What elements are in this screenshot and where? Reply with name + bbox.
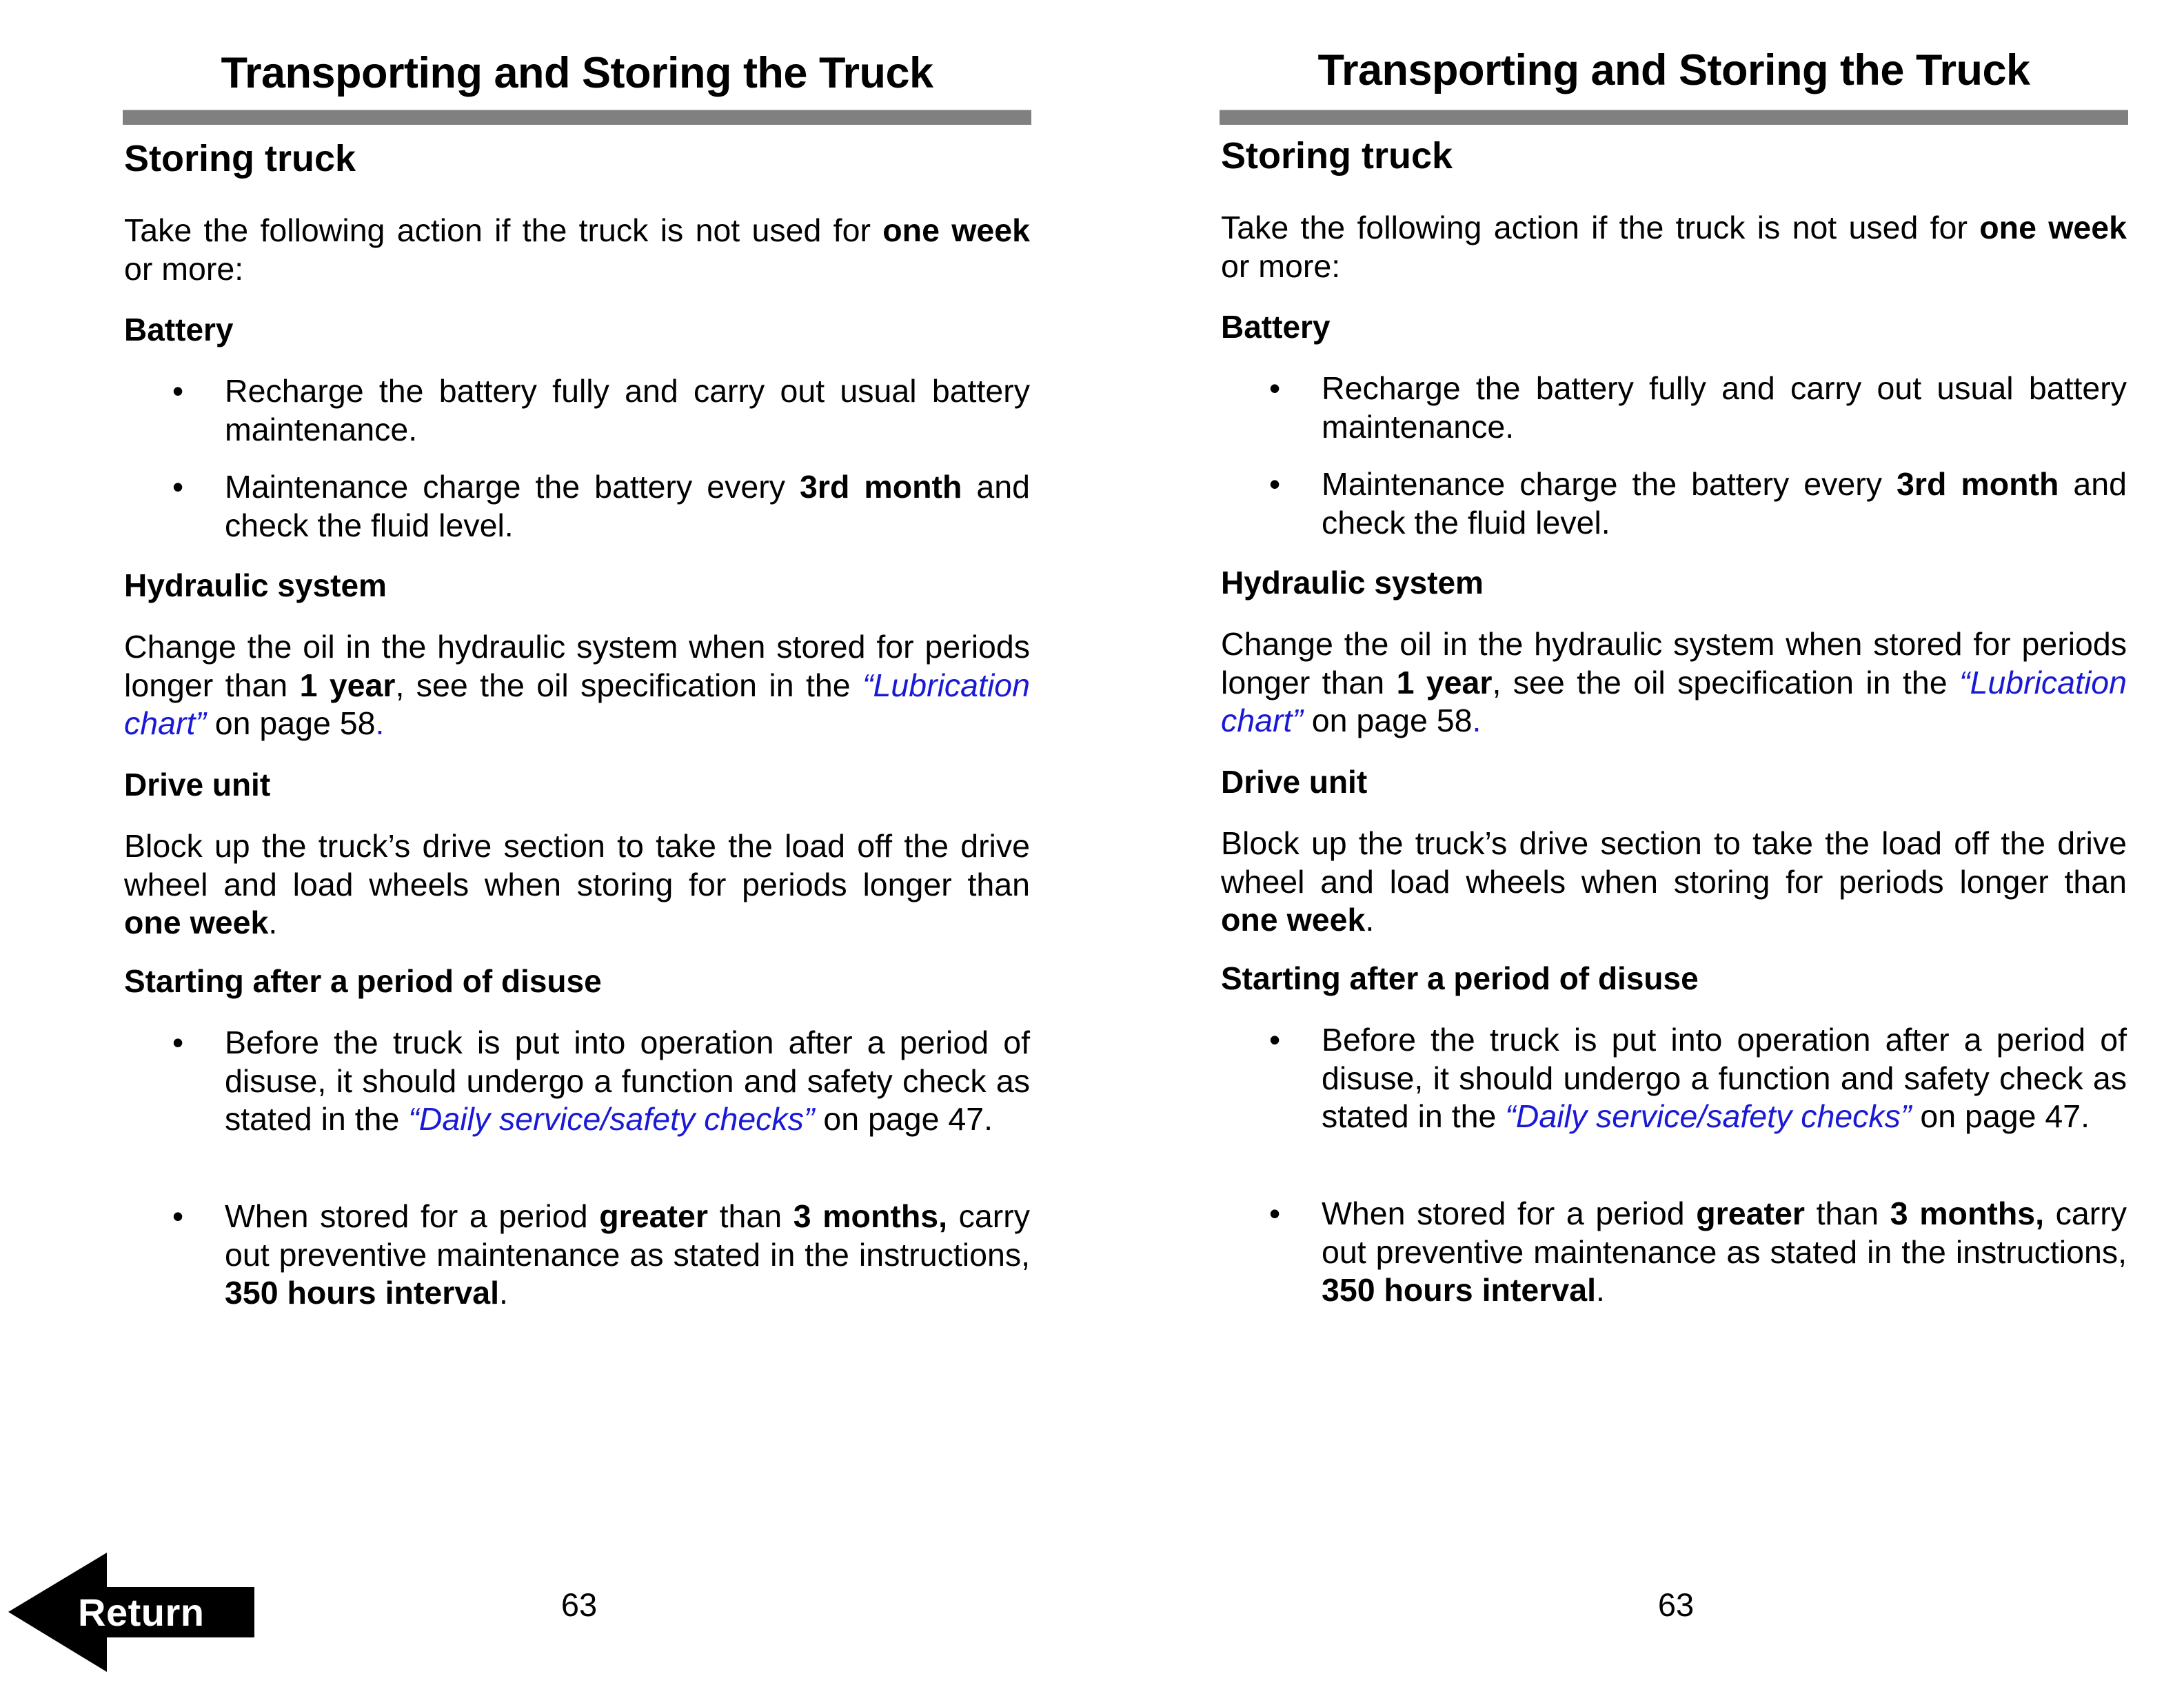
hydraulic-heading: Hydraulic system xyxy=(124,567,387,603)
hydraulic-paragraph: Change the oil in the hydraulic system when stored for periods longer than 1 year, see the oil specification in the “Lubrication chart” on page 58. xyxy=(1221,626,2127,739)
page-number: 63 xyxy=(560,1586,598,1623)
bullet-text: When stored for a period greater than 3 months, carry out preventive maintenance as stated in the instructions, 350 hours interval. xyxy=(225,1198,1031,1311)
hydraulic-paragraph: Change the oil in the hydraulic system when stored for periods longer than 1 year, see the oil specification in the “Lubrication chart” on page 58. xyxy=(124,629,1030,742)
disuse-heading: Starting after a period of disuse xyxy=(124,963,602,999)
bullet-icon: • xyxy=(172,1025,184,1060)
daily-checks-link[interactable]: “Daily service/safety checks” xyxy=(1505,1098,1912,1135)
bullet-text: When stored for a period greater than 3 months, carry out preventive maintenance as stated in the instructions, 350 hours interval. xyxy=(1322,1195,2127,1309)
bullet-icon: • xyxy=(172,469,184,505)
title-rule xyxy=(1220,110,2128,125)
drive-unit-paragraph: Block up the truck’s drive section to take the load off the drive wheel and load wheels when storing for periods longer than one week. xyxy=(124,828,1030,941)
battery-heading: Battery xyxy=(124,312,234,347)
daily-checks-link[interactable]: “Daily service/safety checks” xyxy=(408,1101,815,1138)
bullet-text: Recharge the battery fully and carry out usual battery maintenance. xyxy=(1322,370,2127,445)
drive-unit-paragraph: Block up the truck’s drive section to take the load off the drive wheel and load wheels when storing for periods longer than one week. xyxy=(1221,825,2127,938)
bullet-text: Recharge the battery fully and carry out usual battery maintenance. xyxy=(225,373,1030,447)
title-rule xyxy=(123,110,1031,125)
bullet-text: Before the truck is put into operation after a period of disuse, it should undergo a function and safety check as stated in the “Daily service/safety checks” on page 47. xyxy=(225,1025,1030,1138)
disuse-heading: Starting after a period of disuse xyxy=(1221,960,1699,996)
page-left xyxy=(123,0,1046,1685)
page-right xyxy=(1220,0,2143,1682)
drive-unit-heading: Drive unit xyxy=(124,767,271,803)
intro-paragraph: Take the following action if the truck is not used for one week or more: xyxy=(1221,210,2127,284)
bullet-text: Before the truck is put into operation after a period of disuse, it should undergo a function and safety check as stated in the “Daily service/safety checks” on page 47. xyxy=(1322,1022,2127,1135)
bullet-icon: • xyxy=(1269,1022,1281,1058)
page-number: 63 xyxy=(1657,1586,1695,1623)
page-title: Transporting and Storing the Truck xyxy=(221,49,933,97)
bullet-text: Maintenance charge the battery every 3rd month and check the fluid level. xyxy=(225,469,1030,543)
section-title: Storing truck xyxy=(1221,135,1453,176)
bullet-icon: • xyxy=(1269,1195,1281,1231)
lubrication-chart-link[interactable]: “Lubrication chart” xyxy=(124,667,1030,742)
page-title: Transporting and Storing the Truck xyxy=(1317,46,2030,94)
return-button[interactable] xyxy=(7,1551,256,1674)
bullet-icon: • xyxy=(1269,466,1281,502)
intro-paragraph: Take the following action if the truck is not used for one week or more: xyxy=(124,212,1030,287)
bullet-icon: • xyxy=(172,1198,184,1234)
bullet-icon: • xyxy=(172,373,184,409)
bullet-text: Maintenance charge the battery every 3rd month and check the fluid level. xyxy=(1322,466,2127,541)
battery-heading: Battery xyxy=(1221,309,1331,345)
section-title: Storing truck xyxy=(124,138,356,179)
lubrication-chart-link[interactable]: “Lubrication chart” xyxy=(1221,664,2127,739)
hydraulic-heading: Hydraulic system xyxy=(1221,565,1484,601)
drive-unit-heading: Drive unit xyxy=(1221,764,1368,800)
bullet-icon: • xyxy=(1269,370,1281,406)
return-label: Return xyxy=(78,1591,205,1634)
